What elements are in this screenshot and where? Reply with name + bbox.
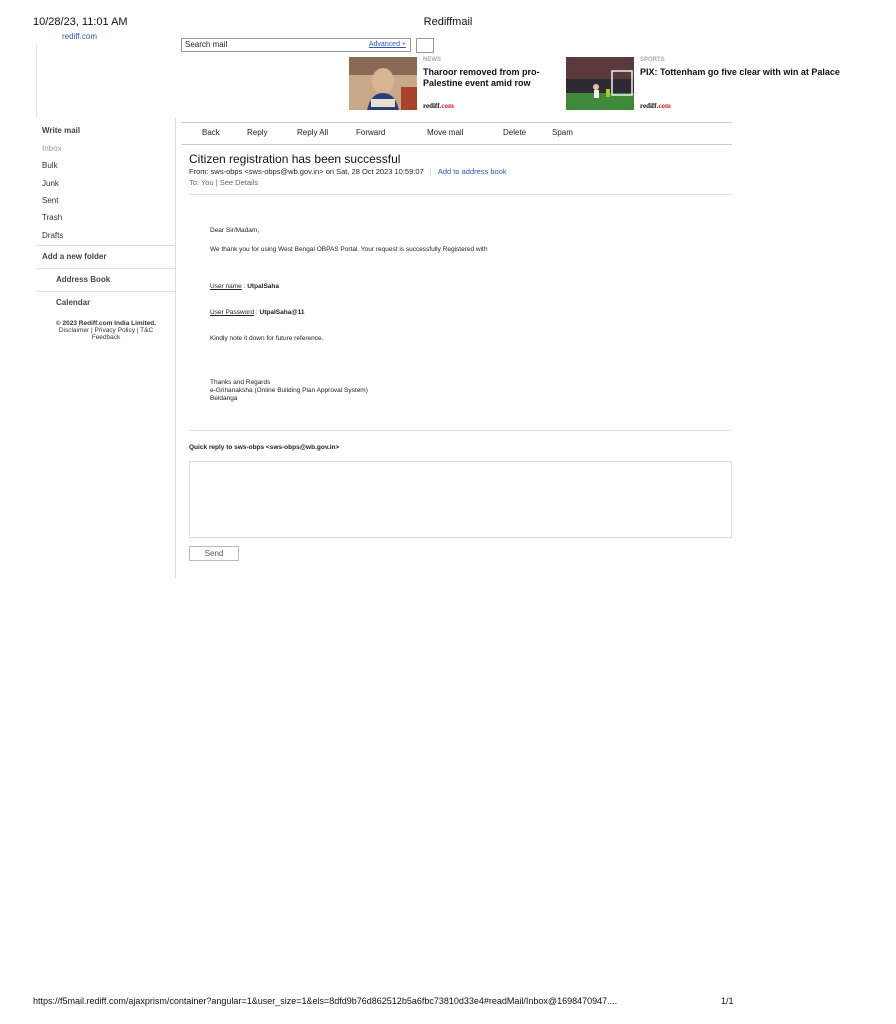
message-toolbar bbox=[181, 122, 732, 145]
username-line: User name : UtpalSaha bbox=[210, 283, 280, 290]
address-book-link[interactable]: Address Book bbox=[56, 275, 111, 284]
delete-button[interactable]: Delete bbox=[503, 128, 527, 137]
message-from bbox=[189, 167, 507, 176]
search-input[interactable] bbox=[181, 38, 411, 52]
sidebar-item-inbox[interactable]: Inbox bbox=[42, 144, 62, 153]
reply-all-button[interactable]: Reply All bbox=[297, 128, 329, 137]
write-mail-link[interactable]: Write mail bbox=[42, 126, 81, 135]
divider bbox=[36, 44, 37, 118]
feedback-link[interactable]: Feedback bbox=[91, 334, 121, 341]
print-page-title: Rediffmail bbox=[423, 16, 473, 28]
privacy-policy-link[interactable]: Privacy Policy bbox=[94, 327, 135, 334]
divider bbox=[189, 194, 732, 195]
print-url: https://f5mail.rediff.com/ajaxprism/container?angular=1&user_size=1&els=8dfd9b76d862512b5a6fbc73810d33e4#readMail/Inbox@1698470947.... bbox=[33, 996, 618, 1006]
see-details-link[interactable]: See Details bbox=[219, 178, 259, 187]
to-text: To: You bbox=[189, 178, 214, 187]
print-datetime: 10/28/23, 11:01 AM bbox=[33, 16, 128, 28]
password-value: UtpalSaha@11 bbox=[259, 309, 305, 316]
sidebar-footer bbox=[36, 320, 176, 341]
username-label: User name bbox=[210, 283, 242, 290]
tc-link[interactable]: T&C bbox=[140, 327, 154, 334]
add-folder-link[interactable]: Add a new folder bbox=[42, 252, 107, 261]
body-line: We thank you for using West Bengal OBPAS Portal. Your request is successfully Registered with bbox=[210, 246, 488, 253]
move-mail-button[interactable]: Move mail bbox=[427, 128, 464, 137]
print-page-number: 1/1 bbox=[721, 996, 734, 1006]
calendar-link[interactable]: Calendar bbox=[56, 298, 91, 307]
password-line: User Password : UtpalSaha@11 bbox=[210, 309, 305, 316]
news-headline[interactable]: Tharoor removed from pro-Palestine event amid row bbox=[423, 67, 540, 88]
search-button[interactable] bbox=[416, 38, 434, 53]
reply-button[interactable]: Reply bbox=[247, 128, 268, 137]
news-category: NEWS bbox=[423, 57, 441, 63]
sidebar-item-junk[interactable]: Junk bbox=[42, 179, 59, 188]
sidebar-item-bulk[interactable]: Bulk bbox=[42, 161, 58, 170]
username-value: UtpalSaha bbox=[247, 283, 280, 290]
divider bbox=[175, 118, 176, 578]
password-label: User Password bbox=[210, 309, 255, 316]
message-subject: Citizen registration has been successful bbox=[189, 152, 401, 166]
sidebar-item-drafts[interactable]: Drafts bbox=[42, 231, 64, 240]
news-category: SPORTS bbox=[640, 57, 665, 63]
divider bbox=[189, 430, 732, 431]
advanced-search-link[interactable]: Advanced + bbox=[368, 41, 406, 48]
from-text: From: sws-obps <sws-obps@wb.gov.in> on Sat, 28 Oct 2023 10:59:07 bbox=[189, 167, 424, 176]
separator: | bbox=[429, 167, 432, 176]
news-card[interactable] bbox=[566, 57, 840, 113]
forward-button[interactable]: Forward bbox=[356, 128, 386, 137]
send-button[interactable]: Send bbox=[189, 546, 239, 561]
sidebar-item-trash[interactable]: Trash bbox=[42, 213, 63, 222]
divider bbox=[36, 268, 176, 269]
news-thumbnail-image bbox=[349, 57, 417, 110]
back-button[interactable]: Back bbox=[202, 128, 220, 137]
news-source: rediff.com bbox=[423, 102, 454, 110]
sidebar-item-sent[interactable]: Sent bbox=[42, 196, 59, 205]
signature-line: Thanks and Regards bbox=[210, 379, 271, 386]
news-thumbnail-image bbox=[566, 57, 634, 110]
quick-reply-textarea[interactable] bbox=[189, 461, 732, 538]
news-card[interactable] bbox=[349, 57, 539, 113]
news-headline[interactable]: PIX: Tottenham go five clear with win at Palace bbox=[640, 67, 840, 77]
news-source: rediff.com bbox=[640, 102, 671, 110]
search-placeholder: Search mail bbox=[185, 40, 228, 49]
divider bbox=[36, 245, 176, 246]
divider bbox=[36, 291, 176, 292]
signature-line: e-Grihanaksha (Online Building Plan Approval System) bbox=[210, 387, 368, 394]
greeting: Dear Sir/Madam, bbox=[210, 227, 260, 234]
quick-reply-label: Quick reply to sws-obps <sws-obps@wb.gov.in> bbox=[189, 444, 340, 451]
message-to: To: You | See Details bbox=[189, 178, 259, 187]
footer-links: Disclaimer | Privacy Policy | T&C bbox=[58, 327, 154, 334]
note-line: Kindly note it down for future reference. bbox=[210, 335, 324, 342]
copyright-text: © 2023 Rediff.com India Limited. bbox=[55, 320, 157, 327]
add-to-address-book-link[interactable]: Add to address book bbox=[437, 167, 507, 176]
signature-line: Beldanga bbox=[210, 395, 238, 402]
disclaimer-link[interactable]: Disclaimer bbox=[58, 327, 90, 334]
rediff-logo[interactable]: rediff.com bbox=[62, 32, 97, 41]
spam-button[interactable]: Spam bbox=[552, 128, 573, 137]
